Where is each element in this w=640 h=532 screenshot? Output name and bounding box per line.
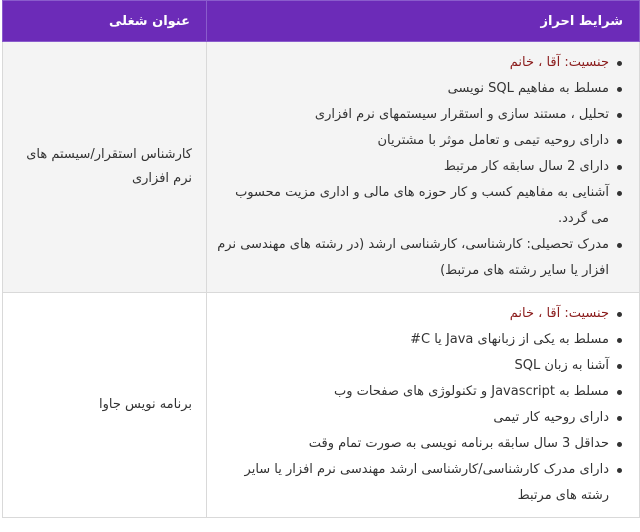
requirements-list <box>215 50 627 284</box>
requirements-list <box>215 301 627 509</box>
list-item: دارای روحیه تیمی و تعامل موثر با مشتریان <box>215 128 609 154</box>
job-title-cell: کارشناس استقرار/سیستم های نرم افزاری <box>3 42 207 293</box>
list-item: مسلط به مفاهیم SQL نویسی <box>215 76 609 102</box>
requirements-cell <box>207 293 640 518</box>
list-item: جنسیت: آقا ، خانم <box>215 301 609 327</box>
requirements-cell <box>207 42 640 293</box>
list-item: دارای 2 سال سابقه کار مرتبط <box>215 154 609 180</box>
job-title-cell: برنامه نویس جاوا <box>3 293 207 518</box>
job-requirements-table <box>2 0 640 518</box>
list-item: آشنا به زبان SQL <box>215 353 609 379</box>
header-requirements: شرایط احراز <box>207 1 640 42</box>
list-item: دارای مدرک کارشناسی/کارشناسی ارشد مهندسی نرم افزار یا سایر رشته های مرتبط <box>215 457 609 509</box>
list-item: مدرک تحصیلی: کارشناسی، کارشناسی ارشد (در رشته های مهندسی نرم افزار یا سایر رشته های مرتبط) <box>215 232 609 284</box>
table-row <box>3 42 640 293</box>
list-item: مسلط به Javascript و تکنولوژی های صفحات وب <box>215 379 609 405</box>
list-item: دارای روحیه کار تیمی <box>215 405 609 431</box>
list-item: حداقل 3 سال سابقه برنامه نویسی به صورت تمام وقت <box>215 431 609 457</box>
list-item: تحلیل ، مستند سازی و استقرار سیستمهای نرم افزاری <box>215 102 609 128</box>
list-item: مسلط به یکی از زبانهای Java یا C# <box>215 327 609 353</box>
header-job-title: عنوان شغلی <box>3 1 207 42</box>
table-header-row <box>3 1 640 42</box>
list-item: جنسیت: آقا ، خانم <box>215 50 609 76</box>
table-row <box>3 293 640 518</box>
list-item: آشنایی به مفاهیم کسب و کار حوزه های مالی و اداری مزیت محسوب می گردد. <box>215 180 609 232</box>
